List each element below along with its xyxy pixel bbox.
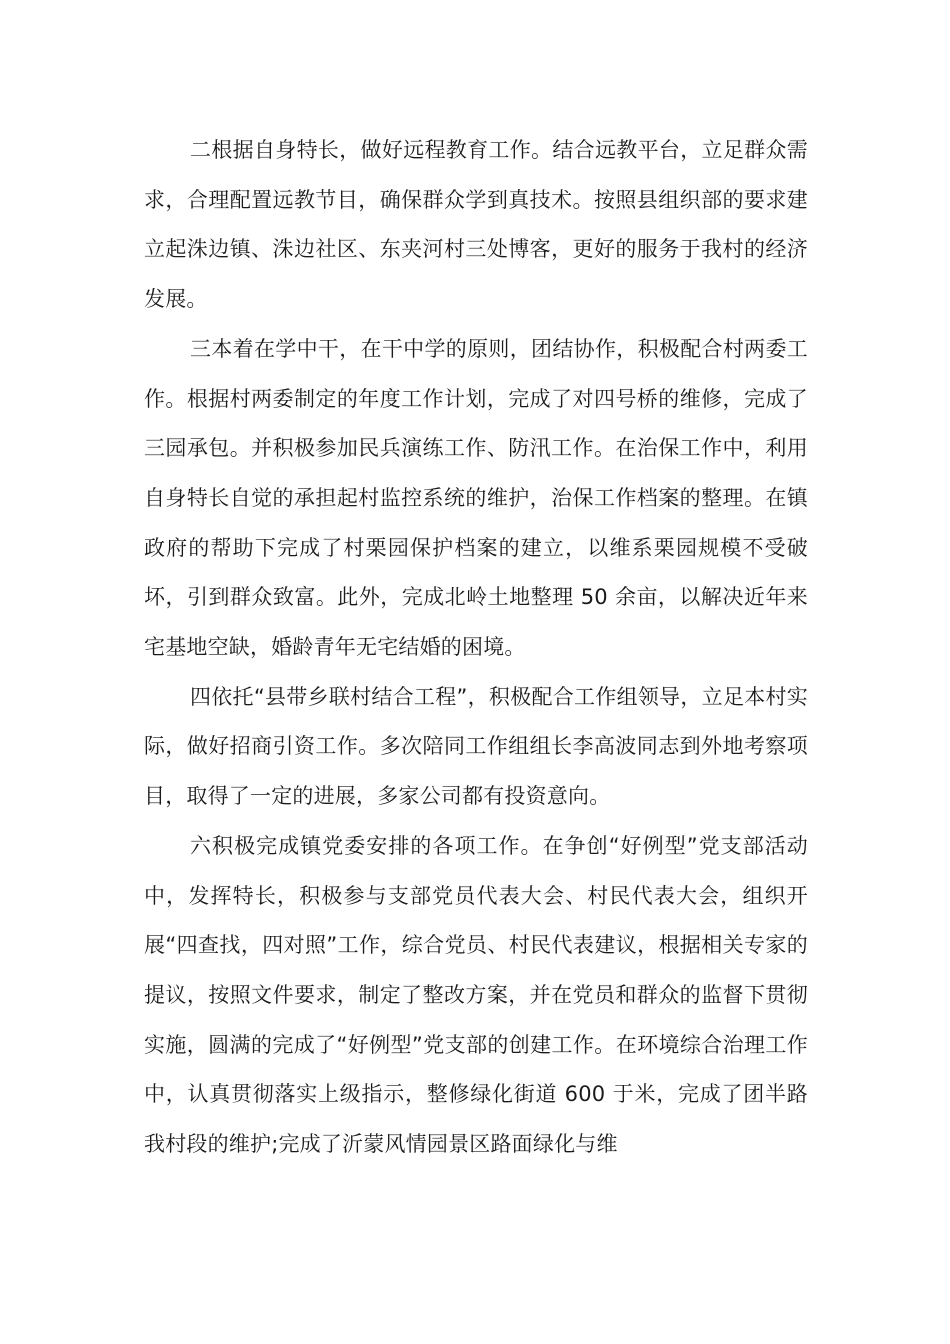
paragraph-investment-work: 四依托“县带乡联村结合工程”，积极配合工作组领导，立足本村实际，做好招商引资工作。多次陪同工作组组长李高波同志到外地考察项目，取得了一定的进展，多家公司都有投资意向。 bbox=[144, 684, 808, 809]
paragraph-party-branch-work: 六积极完成镇党委安排的各项工作。在争创“好例型”党支部活动中，发挥特长，积极参与支部党员代表大会、村民代表大会，组织开展“四查找，四对照”工作，综合党员、村民代表建议，根据相关专家的提议，按照文件要求，制定了整改方案，并在党员和群众的监督下贯彻实施，圆满的完成了“好例型”党支部的创建工作。在环境综合治理工作中，认真贯彻落实上级指示，整修绿化街道 600 于米，完成了团半路我村段的维护;完成了沂蒙风情园景区路面绿化与维 bbox=[144, 833, 808, 1157]
paragraph-village-committee-work: 三本着在学中干，在干中学的原则，团结协作，积极配合村两委工作。根据村两委制定的年度工作计划，完成了对四号桥的维修，完成了三园承包。并积极参加民兵演练工作、防汛工作。在治保工作中，利用自身特长自觉的承担起村监控系统的维护，治保工作档案的整理。在镇政府的帮助下完成了村栗园保护档案的建立，以维系栗园规模不受破坏，引到群众致富。此外，完成北岭土地整理 50 余亩，以解决近年来宅基地空缺，婚龄青年无宅结婚的困境。 bbox=[144, 336, 808, 660]
document-body bbox=[144, 126, 808, 1170]
paragraph-remote-education: 二根据自身特长，做好远程教育工作。结合远教平台，立足群众需求，合理配置远教节目，确保群众学到真技术。按照县组织部的要求建立起洙边镇、洙边社区、东夹河村三处博客，更好的服务于我村的经济发展。 bbox=[144, 138, 808, 312]
